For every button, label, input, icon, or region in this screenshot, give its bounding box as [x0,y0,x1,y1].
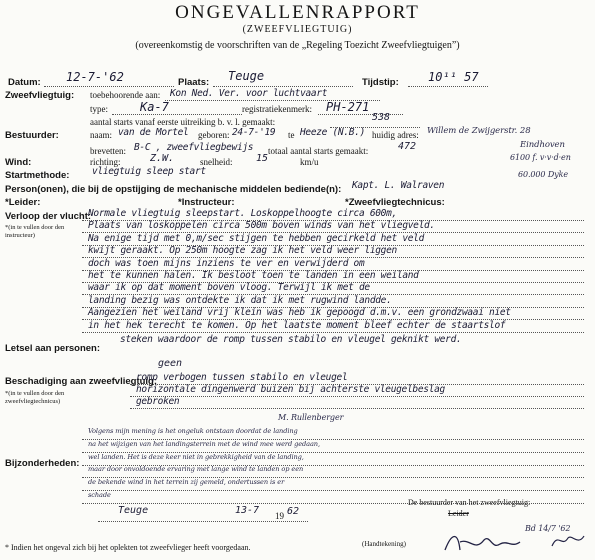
bijz-lines-line: schade [88,491,111,499]
toebehoorende-value: Kon Ned. Ver. voor luchtvaart [170,88,328,99]
naam-label: naam: [90,130,112,140]
tijdstip-label: Tijdstip: [362,77,399,88]
verloop-lines-line: Na enige tijd met 0,m/sec stijgen te hebben gecirkeld het veld [88,232,425,244]
startmethode-label: Startmethode: [5,170,70,181]
snelheid-value: 15 [256,153,269,164]
letsel-label: Letsel aan personen: [5,343,101,354]
bestuurder-sign-label: De bestuurder van het zweefvliegtuig: [408,498,531,507]
handtekening-label: (Handtekening) [362,540,406,548]
starts-value: 538 [372,112,391,123]
wind-unit: km/u [300,157,319,167]
flight-note-1: 6100 f. v·v·d·en [510,153,571,162]
richting-value: Z.W. [150,153,175,164]
verloop-lines-line: het te kunnen halen. Ik besloot toen te landen in een weiland [88,270,419,281]
adres-label: huidig adres: [372,130,419,140]
te-value: Heeze (N.B.) [300,127,366,138]
zweefvliegtuig-label: Zweefvliegtuig: [5,90,75,101]
plaats-label: Plaats: [178,77,210,88]
beschadiging-label: Beschadiging aan zweefvliegtuig: [5,376,158,387]
bestuurder-label: Bestuurder: [5,130,59,141]
te-label: te [288,130,295,140]
registratie-label: registratiekenmerk: [242,104,312,114]
bestuurder-strike: Leider [448,509,469,518]
type-label: type: [90,104,108,114]
besch-lines-line: horizontale dingenwerd buizen bij achterste vleugelbeslag [136,384,445,395]
brevetten-label: brevetten: [90,146,126,156]
totaal-label: totaal aantal starts gemaakt: [268,146,369,156]
leider-label: *Leider: [5,197,41,208]
verloop-note: *(in te vullen door den instructeur) [5,224,65,239]
bijz-lines-line: wel landen. Het is deze keer niet in gebrekkigheid van de landing, [88,452,304,461]
verloop-lines-line: Normale vliegtuig sleepstart. Loskoppelhoogte circa 600m, [88,208,397,219]
brevetten-value: B-C , zweefvliegbewijs [134,142,254,153]
leider-signature [548,530,588,552]
pilot-signature [440,528,560,558]
totaal-value: 472 [398,141,417,152]
verloop-lines-line: waar ik op dat moment boven vloog. Terwijl ik met de [88,282,370,294]
footer-place: Teuge [118,505,149,516]
besch-lines-line: gebroken [136,396,180,407]
beschadiging-geen: geen [158,358,183,369]
report-subtitle: (ZWEEFVLIEGTUIG) [242,24,353,35]
geboren-label: geboren: [198,130,230,140]
verloop-lines-line: landing bezig was ontdekte ik dat ik met rugwind landde. [88,294,392,306]
plaats-value: Teuge [228,69,265,83]
type-value: Ka-7 [140,100,169,114]
bijz-lines-line: na het wijzigen van het landingsterrein met de wind mee werd gedaan, [88,439,320,448]
verloop-lines-line: Plaats van loskoppelen circa 500m boven winds van het vliegveld. [88,220,435,232]
datum-value: 12-7-'62 [66,70,124,84]
verloop-lines-line: Aangezien het weiland vrij klein was heb ik gepoogd d.m.v. een grondzwaai niet [88,307,511,319]
technicus-label: *Zweefvliegtechnicus: [345,197,445,208]
naam-value: van de Mortel [118,127,189,138]
regulation-note: (overeenkomstig de voorschriften van de „Regeling Toezicht Zweefvliegtuigen”) [135,40,460,51]
verloop-lines-line: in het hek terecht te komen. Op het laatste moment bleef echter de staartslof [88,319,506,331]
startmethode-value: vliegtuig sleep start [92,166,206,177]
richting-label: richting: [90,157,121,167]
snelheid-label: snelheid: [200,157,233,167]
adres-city: Eindhoven [520,140,565,150]
technicus-signature: M. Rullenberger [278,413,344,422]
footer-year: 62 [287,506,300,517]
beschadiging-note: *(in te vullen door den zweefvliegtechnicus) [5,390,65,405]
starts-label: aantal starts vanaf eerste uitreiking b. v. l. gemaakt: [90,117,276,127]
footnote: * Indien het ongeval zich bij het oplekten tot zweefvlieger heeft voorgedaan. [5,543,251,552]
verloop-lines-line: doch was toen mijns inziens te ver en verwijderd om [88,257,365,269]
verloop-lines-line: kwijt geraakt. Op 250m hoogte zag ik het veld weer liggen [88,245,397,257]
toebehoorende-label: toebehoorende aan: [90,90,161,100]
personen-label: Person(onen), die bij de opstijging de mechanische middelen bediende(n): [5,184,342,195]
wind-label: Wind: [5,157,32,168]
besch-lines-line: romp verbogen tussen stabilo en vleugel [136,372,348,383]
bijz-lines-line: de bekende wind in het terrein zij gemeld, ondertussen is er [88,478,285,487]
bijz-lines-line: Volgens mijn mening is het ongeluk ontstaan doordat de landing [88,427,298,435]
letsel-value: steken waardoor de romp tussen stabilo en vleugel geknikt werd. [120,334,462,345]
flight-note-2: 60.000 Dyke [518,170,568,179]
footer-year-prefix: 19 [275,511,284,521]
stamp-note: Bd 14/7 '62 [525,524,571,533]
report-title: ONGEVALLENRAPPORT [175,2,420,23]
footer-date: 13-7 [235,505,260,516]
geboren-value: 24-7-'19 [232,127,276,138]
instructeur-label: *Instructeur: [178,197,235,208]
bijzonderheden-label: Bijzonderheden: [5,458,80,469]
tijdstip-value: 10¹¹ 57 [428,70,479,84]
adres-value: Willem de Zwijgerstr. 28 [427,126,531,136]
personen-value: Kapt. L. Walraven [352,180,445,191]
bijz-lines-line: maar door onvoldoende ervaring met lange wind te landen op een [88,465,304,474]
registratie-value: PH-271 [326,100,370,114]
datum-label: Datum: [8,77,41,88]
verloop-label: Verloop der vlucht: [5,211,92,222]
